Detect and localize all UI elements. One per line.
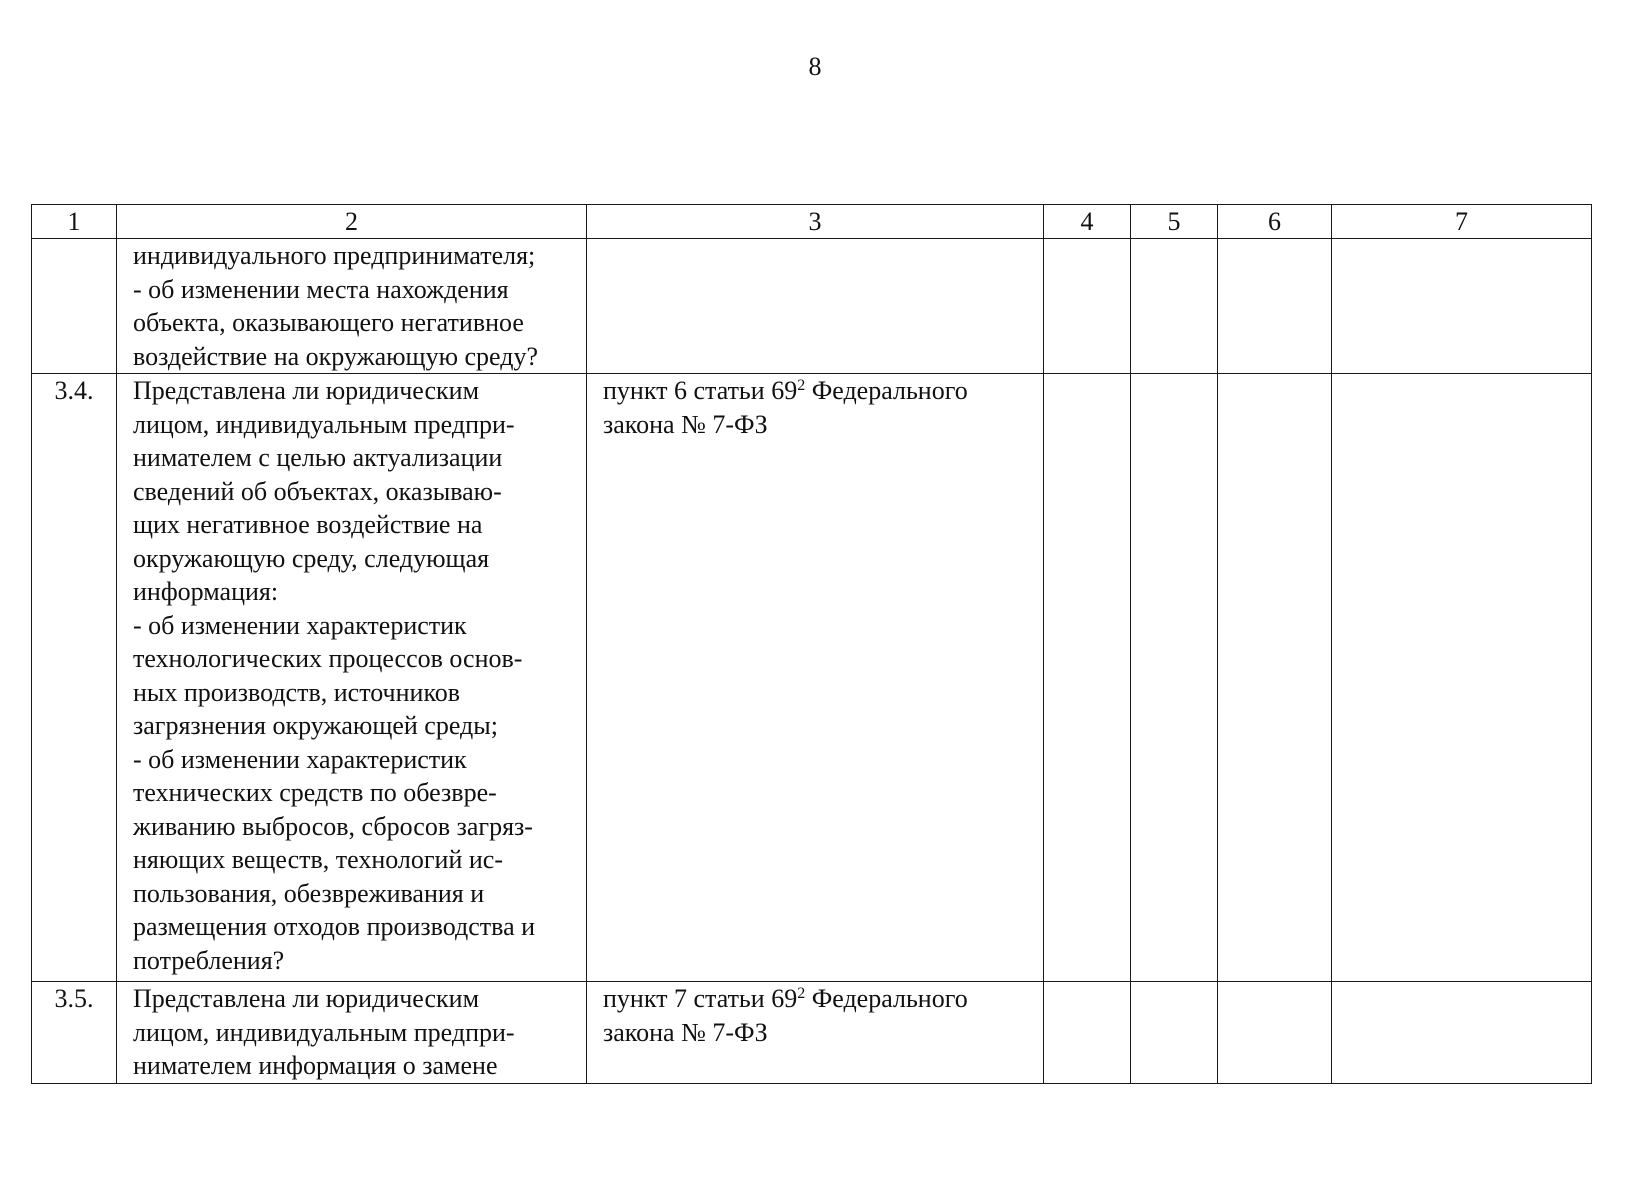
reference-line: закона № 7-ФЗ <box>603 1017 768 1047</box>
checklist-table <box>31 204 1592 1084</box>
requirement-text-cell <box>117 239 587 374</box>
empty-cell-col5 <box>1131 374 1218 982</box>
text-line: окружающую среду, следующая <box>133 543 490 573</box>
empty-cell-col7 <box>1332 982 1592 1084</box>
text-line: - об изменении места нахождения <box>133 274 509 304</box>
superscript: 2 <box>797 985 806 1002</box>
empty-cell-col7 <box>1332 374 1592 982</box>
table-row <box>32 982 1592 1084</box>
text-line: няющих веществ, технологий ис- <box>133 845 503 874</box>
reference-text: пункт 6 статьи 69 <box>603 376 798 405</box>
text-line: размещения отходов производства и <box>133 912 536 941</box>
text-line: нимателем с целью актуализации <box>133 443 503 472</box>
text-line: живанию выбросов, сбросов загряз- <box>133 811 533 841</box>
page-number: 8 <box>808 52 822 81</box>
legal-reference-cell <box>587 374 1044 982</box>
empty-cell-col4 <box>1044 374 1131 982</box>
empty-cell-col4 <box>1044 982 1131 1084</box>
row-number-cell <box>32 239 117 374</box>
legal-reference-cell <box>587 239 1044 374</box>
text-line: - об изменении характеристик <box>133 744 467 774</box>
text-line: Представлена ли юридическим <box>133 984 480 1013</box>
column-header-7: 7 <box>1332 205 1592 239</box>
text-line: потребления? <box>133 945 285 975</box>
text-line: - об изменении характеристик <box>133 610 467 640</box>
column-header-2: 2 <box>117 205 587 239</box>
column-header-3: 3 <box>587 205 1044 239</box>
text-line: сведений об объектах, оказываю- <box>133 476 502 506</box>
empty-cell-col7 <box>1332 239 1592 374</box>
reference-text: Федерального <box>805 376 968 405</box>
reference-text: Федерального <box>805 984 968 1013</box>
empty-cell-col5 <box>1131 239 1218 374</box>
column-header-4: 4 <box>1044 205 1131 239</box>
reference-line <box>603 374 1033 408</box>
requirement-text-cell <box>117 982 587 1084</box>
legal-reference-cell <box>587 982 1044 1084</box>
table-row <box>32 374 1592 982</box>
text-line: индивидуального предпринимателя; <box>133 241 536 270</box>
reference-line: закона № 7-ФЗ <box>603 409 768 439</box>
text-line: объекта, оказывающего негативное <box>133 308 524 337</box>
column-header-6: 6 <box>1218 205 1332 239</box>
requirement-text-cell <box>117 374 587 982</box>
table-row <box>32 239 1592 374</box>
table-header-row <box>32 205 1592 239</box>
column-header-5: 5 <box>1131 205 1218 239</box>
text-line: пользования, обезвреживания и <box>133 878 485 908</box>
text-line: лицом, индивидуальным предпри- <box>133 409 515 439</box>
text-line: загрязнения окружающей среды; <box>133 711 498 740</box>
text-line: информация: <box>133 577 279 606</box>
reference-text: пункт 7 статьи 69 <box>603 984 798 1013</box>
text-line: нимателем информация о замене <box>133 1051 498 1080</box>
text-line: технических средств по обезвре- <box>133 778 497 807</box>
empty-cell-col6 <box>1218 982 1332 1084</box>
text-line: Представлена ли юридическим <box>133 376 480 405</box>
text-line: технологических процессов основ- <box>133 644 523 673</box>
empty-cell-col5 <box>1131 982 1218 1084</box>
empty-cell-col4 <box>1044 239 1131 374</box>
empty-cell-col6 <box>1218 374 1332 982</box>
text-line: щих негативное воздействие на <box>133 510 483 539</box>
row-number-cell: 3.4. <box>32 374 117 982</box>
column-header-1: 1 <box>32 205 117 239</box>
empty-cell-col6 <box>1218 239 1332 374</box>
superscript: 2 <box>797 377 806 394</box>
text-line: ных производств, источников <box>133 677 461 707</box>
reference-line <box>603 982 1033 1016</box>
text-line: лицом, индивидуальным предпри- <box>133 1017 515 1047</box>
row-number-cell: 3.5. <box>32 982 117 1084</box>
text-line: воздействие на окружающую среду? <box>133 341 538 371</box>
